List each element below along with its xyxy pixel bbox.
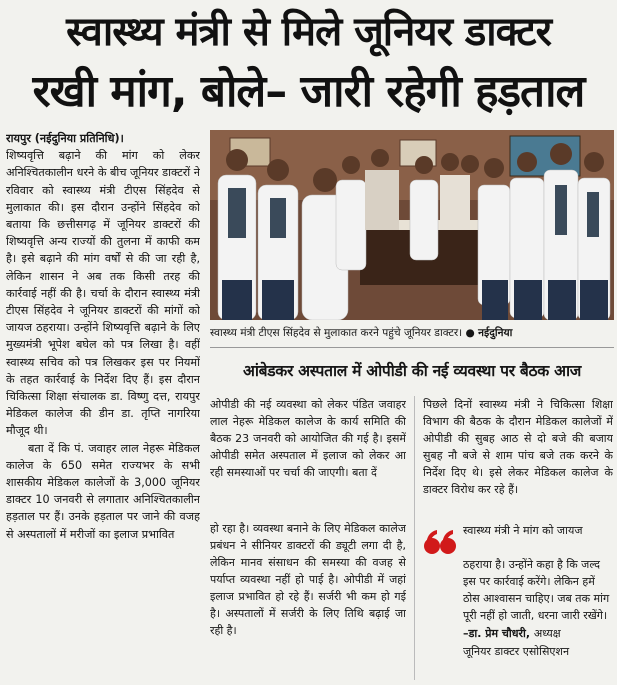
quote-author-title: अध्यक्ष [533, 627, 561, 640]
caption-bullet-icon: ● [465, 327, 475, 339]
headline-line-2: रखी मांग, बोले– जारी रहेगी हड़ताल [32, 66, 585, 117]
story-paragraph-1: शिष्यवृत्ति बढ़ाने की मांग को लेकर अनिश्चितकालीन धरने के बीच जूनियर डाक्टरों ने रविवार को स्वास्थ्य मंत्री टीएस सिंहदेव से मुलाकात की। इस दौरान उन्होंने सिंहदेव को बताया कि छत्तीसगढ़ में जूनियर डाक्टरों की शिष्यवृत्ति अन्य राज्यों की तुलना में काफी कम है। इसे बढ़ाने की मांग वर्षों से की जा रही है, लेकिन शासन ने अब तक किसी तरह की कार्रवाई नहीं की है। चर्चा के दौरान स्वास्थ्य मंत्री टीएस सिंहदेव ने जूनियर डाक्टरों की मांगों को जायज ठहराया। उन्होंने शिष्यवृत्ति बढ़ाने के लिए मुख्यमंत्री भूपेश बघेल को पत्र लिखा है। वहीं स्वास्थ्य सचिव को पत्र लिखकर इस पर नियमों के तहत कार्रवाई के निर्देश दिए हैं। इस दौरान चिकित्सा शिक्षा संचालक डा. विष्णु दत्त, रायपुर मेडिकल कालेज की डीन डा. तृप्ति नागरिया मौजूद थी। [6, 149, 200, 438]
caption-text: स्वास्थ्य मंत्री टीएस सिंहदेव से मुलाकात करने पहुंचे जूनियर डाक्टर। [210, 327, 463, 339]
sub-story-block-2: पिछले दिनों स्वास्थ्य मंत्री ने चिकित्सा शिक्षा विभाग की बैठक के दौरान मेडिकल कालेजों में ओपीडी की सुबह आठ से दो बजे की बजाय सुबह नौ बजे से शाम पांच बजे तक करने के निर्देश दिए थे। इसे लेकर मेडिकल कालेज के डाक्टर विरोध कर रहे हैं। [423, 398, 613, 496]
doctors-meeting-photo-illustration [210, 130, 614, 320]
dateline: रायपुर (नईदुनिया प्रतिनिधि)। [6, 132, 124, 145]
quote-author [463, 625, 613, 642]
sub-story-block-1: ओपीडी की नई व्यवस्था को लेकर पंडित जवाहर लाल नेहरू मेडिकल कालेज के कार्य समिति की बैठक 23 जनवरी को आयोजित की गई है। इसमें ओपीडी समेत अस्पताल में इलाज को लेकर आ रही समस्याओं पर चर्चा की जाएगी। बता दें [210, 398, 406, 479]
headline [0, 0, 617, 126]
column-divider [414, 396, 415, 680]
left-column-story [6, 130, 200, 680]
sub-story-headline: आंबेडकर अस्पताल में ओपीडी की नई व्यवस्था पर बैठक आज [242, 362, 581, 380]
quote-mark-icon [423, 526, 457, 560]
photo-caption [210, 323, 614, 343]
news-photo [210, 130, 614, 320]
quote-text: ठहराया है। उन्होंने कहा है कि जल्द इस पर कार्रवाई करेंगे। लेकिन हमें ठोस आश्वासन चाहिए। जब तक मांग पूरी नहीं हो जाती, धरना जारी रखेंगे। [463, 558, 610, 622]
photo-credit: नईदुनिया [478, 327, 513, 339]
quote-text-line-1: स्वास्थ्य मंत्री ने मांग को जायज [463, 524, 583, 537]
story-paragraph-2: बता दें कि पं. जवाहर लाल नेहरू मेडिकल कालेज के 650 समेत राज्यभर के सभी शासकीय मेडिकल कालेजों के 3,000 जूनियर डाक्टर 10 जनवरी से लगातार अनिश्चितकालीन हड़ताल पर हैं। उनके हड़ताल पर जाने की वजह से अस्पतालों में मरीजों का इलाज प्रभावित [6, 441, 200, 541]
pull-quote [423, 522, 613, 680]
quote-author-name: –डा. प्रेम चौधरी, [463, 627, 531, 640]
headline-line-1: स्वास्थ्य मंत्री से मिले जूनियर डाक्टर [66, 9, 551, 55]
sub-story-block-3: हो रहा है। व्यवस्था बनाने के लिए मेडिकल कालेज प्रबंधन ने सीनियर डाक्टरों की ड्यूटी लगा दी है, लेकिन मानव संसाधन की समस्या की वजह से पर्याप्त व्यवस्था नहीं हो पाई है। ओपीडी में जहां इलाज प्रभावित हो रहे हैं। सर्जरी भी कम हो गई है। अस्पतालों में सर्जरी के लिए तिथि बढ़ाई जा रही है। [210, 522, 406, 637]
divider [210, 347, 614, 348]
quote-author-role: जूनियर डाक्टर एसोसिएशन [463, 645, 570, 658]
